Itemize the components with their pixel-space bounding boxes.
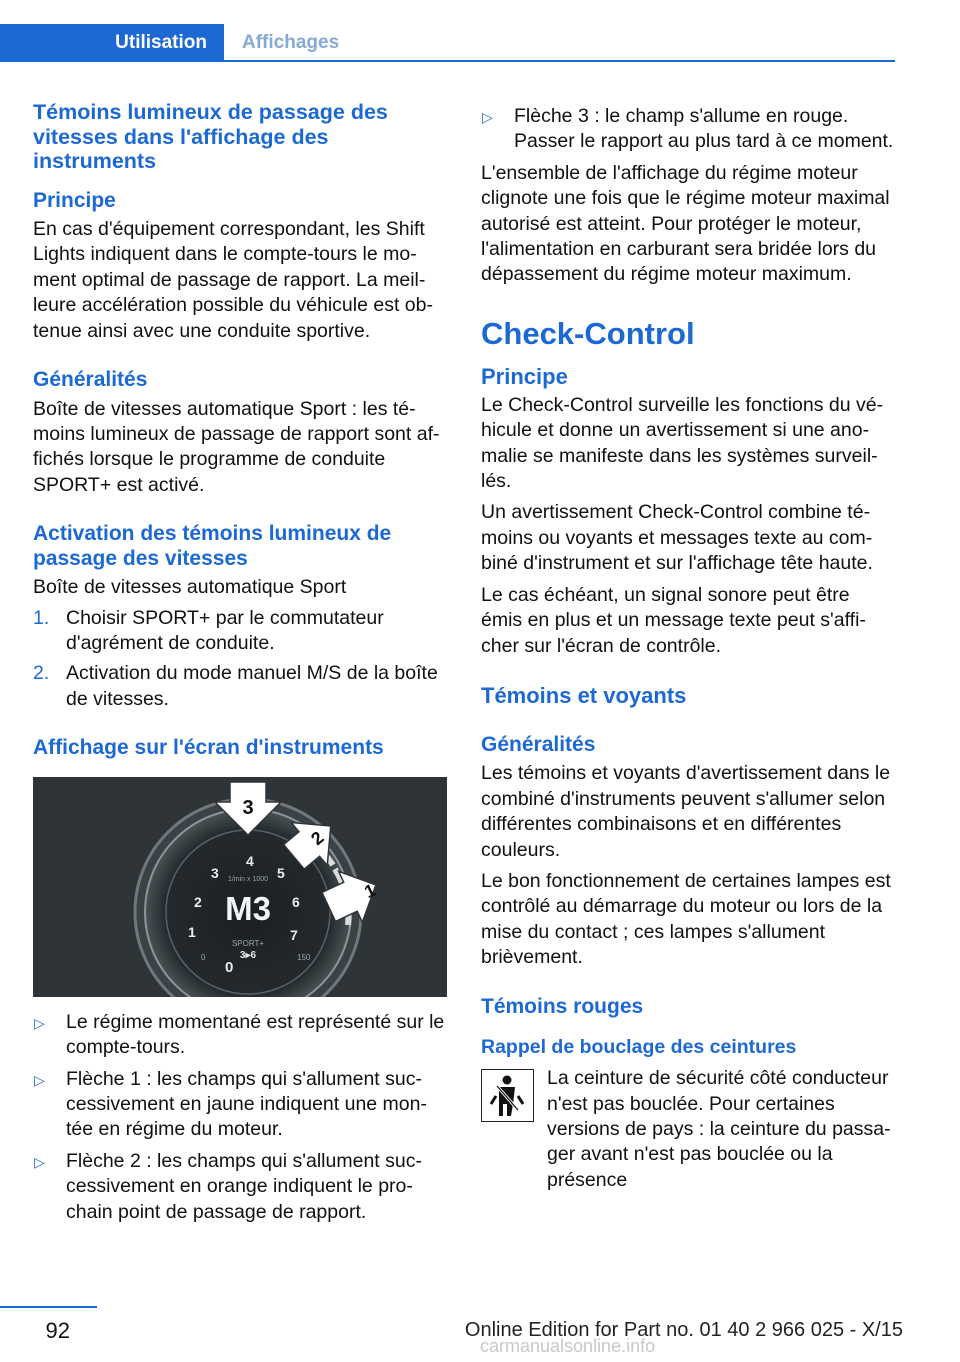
speed-label: 150 (297, 952, 311, 962)
generalites-text: Les témoins et voyants d'avertissement dans le combiné d'instruments peuvent s'allumer selon différentes combinaisons et en différentes couleurs. (481, 762, 891, 861)
tick-label: 7 (290, 926, 298, 943)
principe-text: Le Check-Control surveille les fonctions du véhicule et donne un avertissement si une anomalie se manifeste dans les systèmes surveillés. (481, 393, 884, 493)
list-item (33, 1010, 447, 1061)
tab-utilisation[interactable]: Utilisation (0, 24, 224, 62)
rappel-block (481, 1066, 895, 1193)
bullet-text: Flèche 2 : les champs qui s'allument successivement en orange indiquent le prochain point de passage de rapport. (66, 1149, 422, 1223)
callout-number: 1 (361, 879, 379, 902)
tick-label: 4 (246, 852, 254, 869)
section-title-shift-lights: Témoins lumineux de passage des vitesses dans l'affichage des instruments (33, 100, 388, 173)
heading-temoins-rouges: Témoins rouges (481, 994, 644, 1018)
signal-paragraph: Le cas échéant, un signal sonore peut être émis en plus et un message texte peut s'afficher sur l'écran de contrôle. (481, 583, 866, 657)
tab-affichages[interactable]: Affichages (242, 32, 340, 53)
tachometer-illustration (33, 777, 447, 997)
generalites-text: Boîte de vitesses automatique Sport : les témoins lumineux de passage de rapport sont affichés lorsque le programme de conduite SPORT+ est activé. (33, 397, 440, 496)
tick-label: 1 (188, 923, 196, 940)
callout-number: 2 (307, 827, 328, 849)
right-column (481, 104, 895, 1193)
tick-label: 0 (225, 958, 234, 976)
heading-principe: Principe (33, 188, 116, 212)
gear-indicator: 3▸6 (239, 949, 257, 961)
list-item (481, 104, 895, 155)
heading-rappel-ceintures: Rappel de bouclage des ceintures (481, 1036, 797, 1059)
gear-display: M3 (225, 889, 271, 927)
watermark: carmanualsonline.info (480, 1336, 656, 1356)
step-text: Choisir SPORT+ par le commutateur d'agrément de conduite. (66, 606, 384, 654)
bullet-text: Flèche 3 : le champ s'allume en rouge. Passer le rapport au plus tard à ce moment. (514, 105, 894, 153)
figure-bullets (33, 1010, 447, 1225)
heading-generalites: Généralités (33, 368, 148, 392)
step-text: Activation du mode manuel M/S de la boîte de vitesses. (66, 662, 438, 710)
header-rule (0, 60, 895, 62)
activation-steps (33, 606, 447, 713)
heading-generalites: Généralités (481, 732, 596, 756)
avertissement-paragraph: Un avertissement Check-Control combine témoins ou voyants et messages texte au combiné d'instrument et sur l'affichage tête haute. (481, 501, 873, 575)
header-tabbar (0, 24, 895, 62)
triangle-bullet-icon: ▷ (34, 1071, 45, 1088)
tick-label: 2 (194, 893, 202, 910)
list-item (33, 661, 447, 712)
heading-activation: Activation des témoins lumineux de passage des vitesses (33, 522, 392, 570)
list-item (33, 1149, 447, 1225)
activation-intro: Boîte de vitesses automatique Sport (33, 576, 347, 599)
step-number: 1. (33, 606, 50, 629)
regime-paragraph: L'ensemble de l'affichage du régime moteur clignote une fois que le régime moteur maximal autorisé est atteint. Pour protéger le moteur, l'alimentation en carburant sera bridée lors du dépassement du régime moteur maximum. (481, 161, 890, 286)
step-number: 2. (33, 662, 50, 685)
heading-principe: Principe (481, 363, 568, 389)
tick-label: 5 (277, 864, 285, 881)
seatbelt-warning-icon (481, 1069, 534, 1122)
continued-bullets (481, 104, 895, 155)
bullet-text: Le régime momentané est représenté sur le compte-tours. (66, 1010, 445, 1059)
heading-affichage: Affichage sur l'écran d'instruments (33, 736, 384, 760)
check-control-title: Check-Control (481, 315, 695, 351)
rappel-text: La ceinture de sécurité côté conducteur n'est pas bouclée. Pour certaines versions de pays : la ceinture du passager avant n'est pas bouclée ou la présence (547, 1067, 891, 1191)
callout-number: 3 (242, 796, 254, 819)
principe-text: En cas d'équipement correspondant, les Shift Lights indiquent dans le compte-tours le moment optimal de passage de rapport. La meilleure accélération possible du véhicule est obtenue ainsi avec une conduite sportive. (33, 218, 433, 342)
edition-footer: Online Edition for Part no. 01 40 2 966 025 - X/15 (464, 1319, 903, 1341)
speed-label: 0 (201, 952, 206, 962)
lampes-paragraph: Le bon fonctionnement de certaines lampes est contrôlé au démarrage du moteur ou lors de la mise du contact ; ces lampes s'allument brièvement. (481, 870, 891, 969)
footer-rule (0, 1306, 97, 1308)
rpm-unit-label: 1/min x 1000 (227, 875, 269, 883)
triangle-bullet-icon: ▷ (34, 1153, 45, 1170)
left-column (33, 100, 447, 1225)
instrument-figure (33, 777, 447, 997)
mode-label: SPORT+ (231, 938, 265, 948)
tick-label: 3 (211, 864, 219, 881)
triangle-bullet-icon: ▷ (482, 109, 493, 125)
list-item (33, 1067, 447, 1143)
tick-label: 6 (292, 893, 300, 910)
list-item (33, 606, 447, 657)
bullet-text: Flèche 1 : les champs qui s'allument successivement en jaune indiquent une montée en régime du moteur. (66, 1067, 427, 1141)
triangle-bullet-icon: ▷ (34, 1014, 45, 1031)
page-number: 92 (45, 1318, 70, 1343)
heading-temoins-voyants: Témoins et voyants (481, 682, 687, 708)
